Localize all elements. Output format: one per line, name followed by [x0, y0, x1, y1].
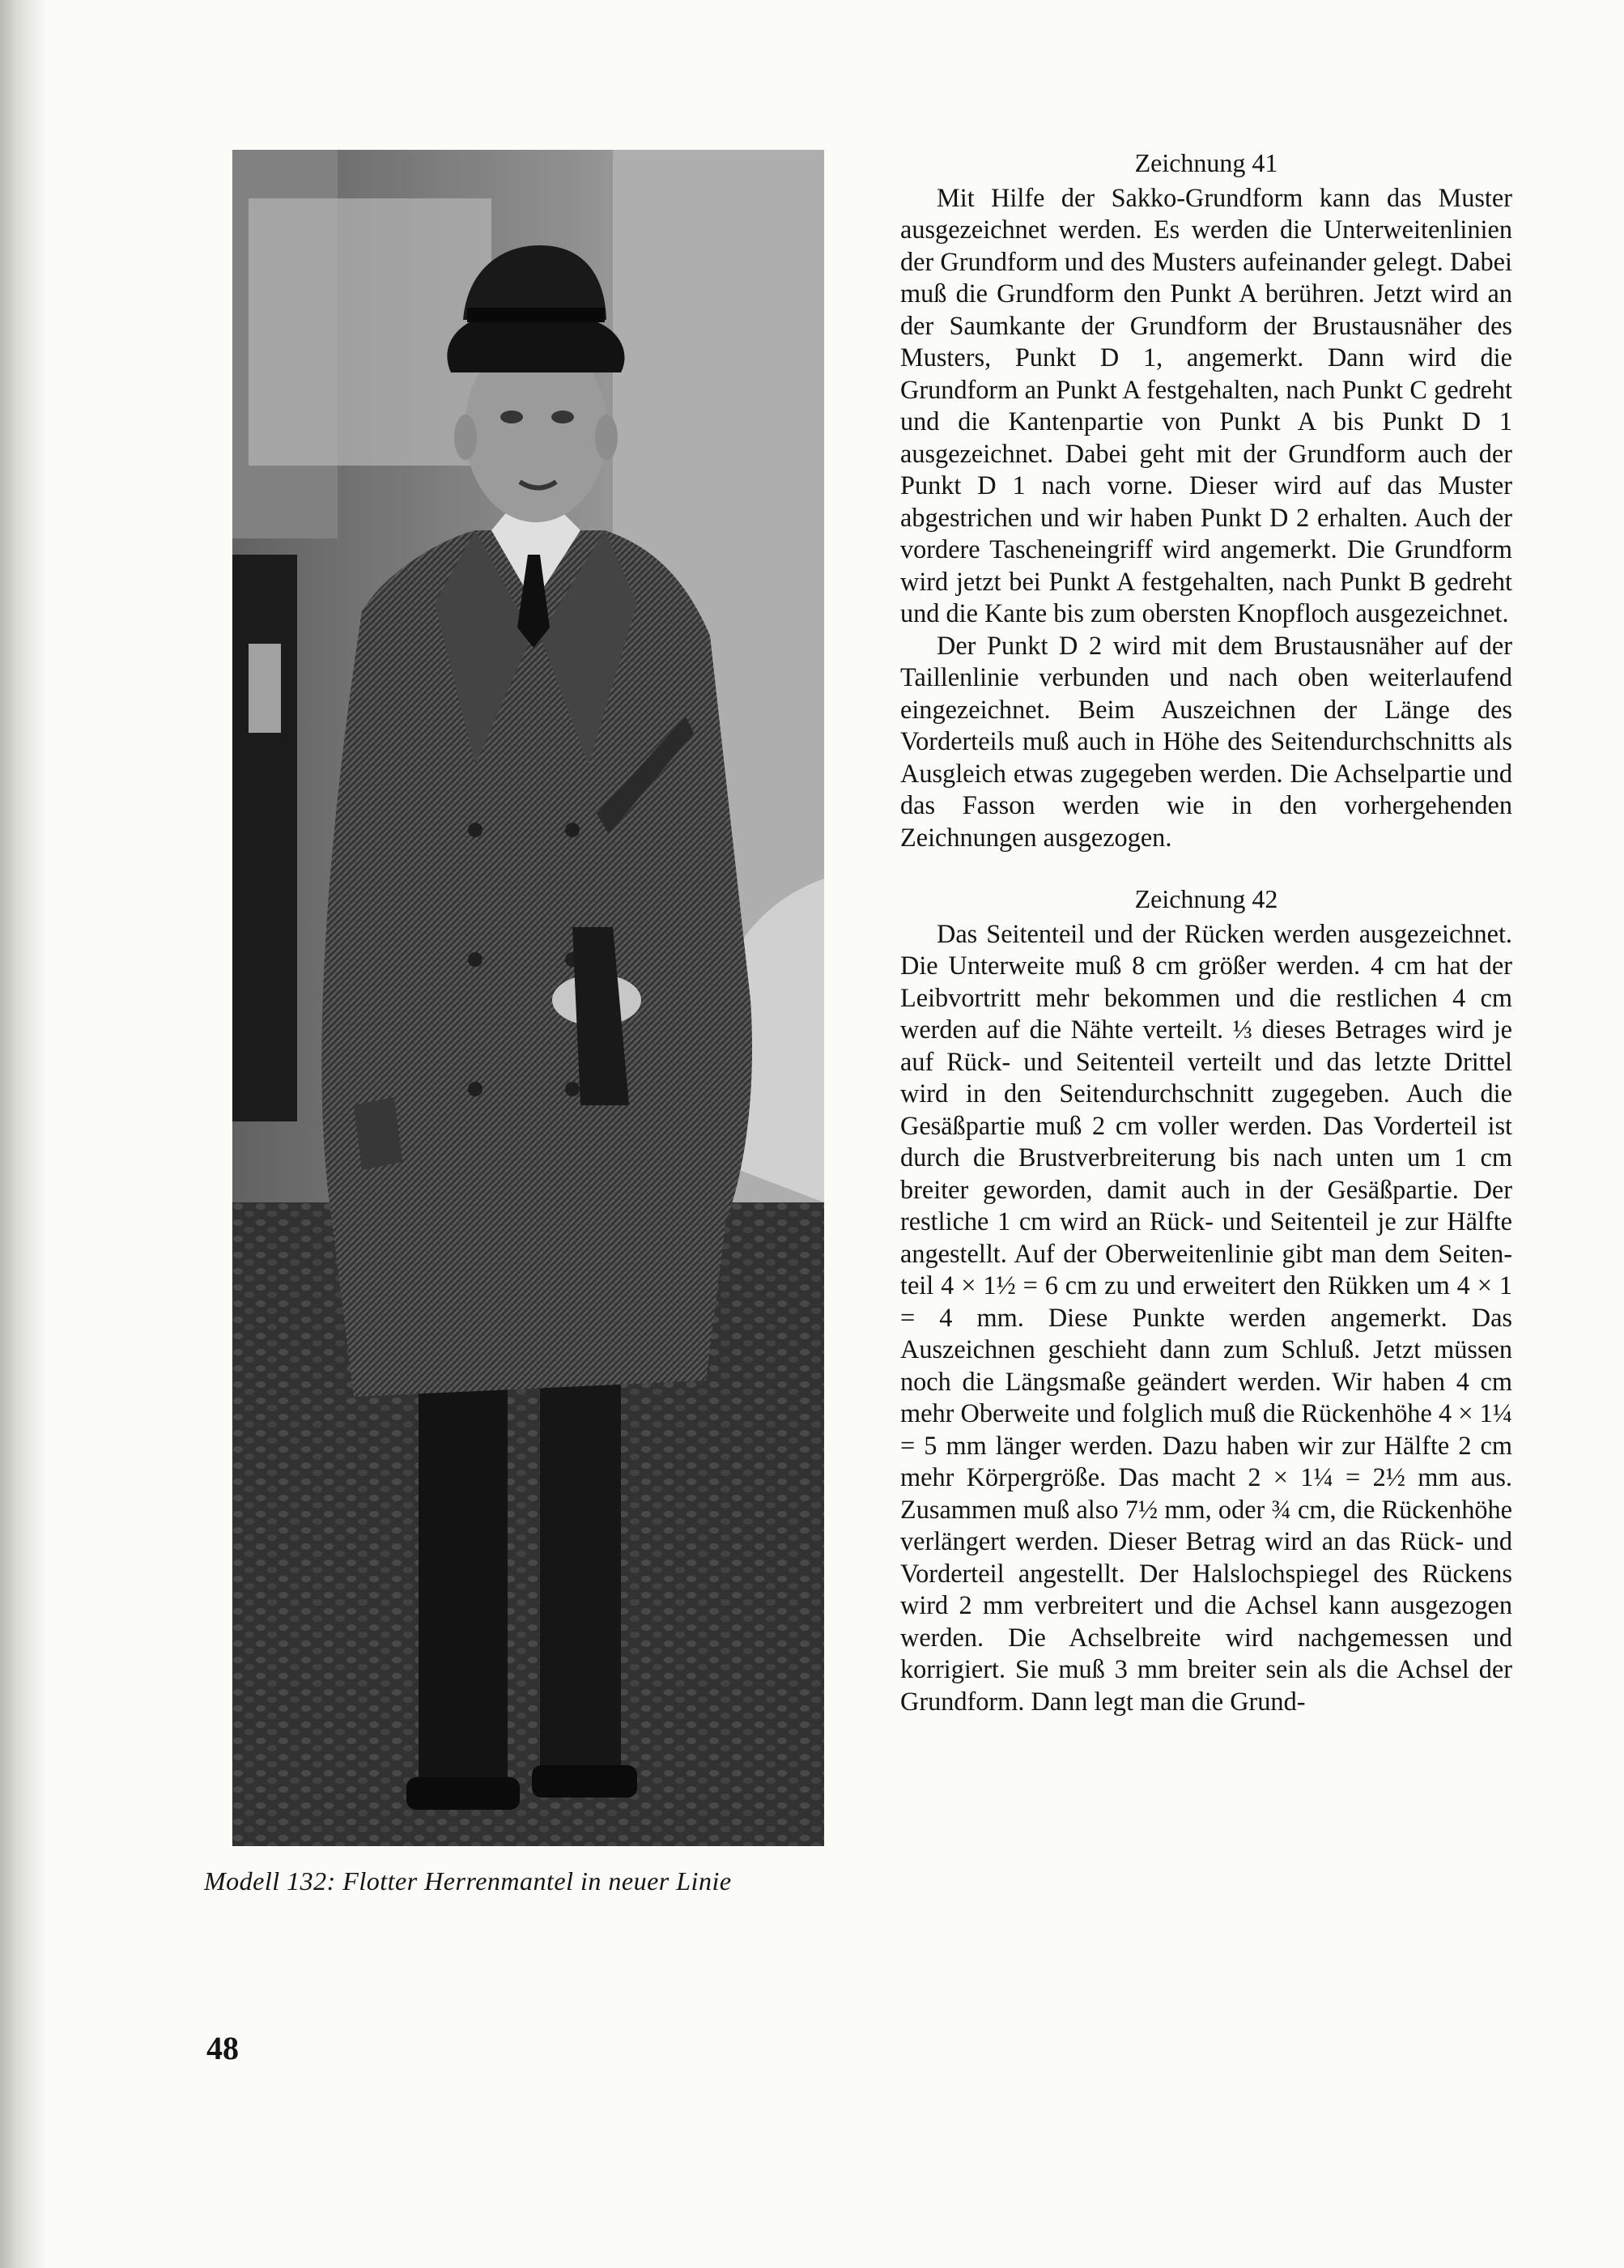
photo-man-in-overcoat [232, 150, 824, 1846]
scan-binding-shadow [0, 0, 47, 2268]
page-number: 48 [206, 2030, 239, 2066]
section-heading-zeichnung-41: Zeichnung 41 [1134, 148, 1278, 177]
paragraph: Das Seitenteil und der Rücken werden ausgezeichnet. Die Unterweite muß 8 cm größer werden. 4 cm hat der Leibvortritt mehr bekommen und die restlichen 4 cm werden auf die Nähte verteilt. ⅓ dieses Betrages wird je auf Rück- und Seitenteil verteilt und das letzte Drittel wird in den Seitendurchschnitt zugegeben. Auch die Gesäßpartie muß 2 cm voller werden. Das Vorderteil ist durch die Brustverbreiterung bis nach unten um 1 cm breiter geworden, damit auch in der Gesäßpartie. Der restliche 1 cm wird an Rück- und Seitenteil je zur Hälfte angestellt. Auf der Oberweitenlinie gibt man dem Seitenteil 4 × 1½ = 6 cm zu und erweitert den Rükken um 4 × 1 = 4 mm. Diese Punkte werden angemerkt. Das Auszeichnen geschieht dann zum Schluß. Jetzt müssen noch die Längsmaße geändert werden. Wir haben 4 cm mehr Oberweite und folglich muß die Rückenhöhe 4 × 1¼ = 5 mm länger werden. Dazu haben wir zur Hälfte 2 cm mehr Körpergröße. Das macht 2 × 1¼ = 2½ mm aus. Zusammen muß also 7½ mm, oder ¾ cm, die Rückenhöhe verlängert werden. Dieser Betrag wird an das Rück- und Vorderteil angestellt. Der Halslochspiegel des Rückens wird 2 mm verbreitert und die Achsel kann ausgezogen werden. Die Achselbreite wird nachgemessen und korrigiert. Sie muß 3 mm breiter sein als die Achsel der Grundform. Dann legt man die Grund- [900, 918, 1512, 1716]
paragraph: Der Punkt D 2 wird mit dem Brustausnäher auf der Taillenlinie verbunden und nach oben weiterlaufend eingezeichnet. Beim Auszeichnen der Länge des Vorderteils muß auch in Höhe des Seitendurchschnitts als Ausgleich etwas zugegeben werden. Die Achselpartie und das Fasson werden wie in den vorhergehenden Zeichnungen ausgezogen. [900, 630, 1512, 852]
figure-caption: Modell 132: Flotter Herrenmantel in neuer Linie [204, 1866, 732, 1896]
text-column [900, 147, 1512, 1717]
section-heading-zeichnung-42: Zeichnung 42 [1134, 884, 1278, 913]
paragraph: Mit Hilfe der Sakko-Grundform kann das Muster ausgezeichnet werden. Es werden die Unterweitenlinien der Grundform und des Musters aufeinander gelegt. Dabei muß die Grundform den Punkt A berühren. Jetzt wird an der Saumkante der Grundform der Brustausnäher des Musters, Punkt D 1, angemerkt. Dann wird die Grundform an Punkt A festgehalten, nach Punkt C gedreht und die Kantenpartie von Punkt A bis Punkt D 1 ausgezeichnet. Dabei geht mit der Grundform auch der Punkt D 1 nach vorne. Dieser wird auf das Muster abgestrichen und wir haben Punkt D 2 erhalten. Auch der vordere Tascheneingriff wird angemerkt. Die Grundform wird jetzt bei Punkt A festgehalten, nach Punkt B gedreht und die Kante bis zum obersten Knopfloch ausgezeichnet. [900, 182, 1512, 628]
